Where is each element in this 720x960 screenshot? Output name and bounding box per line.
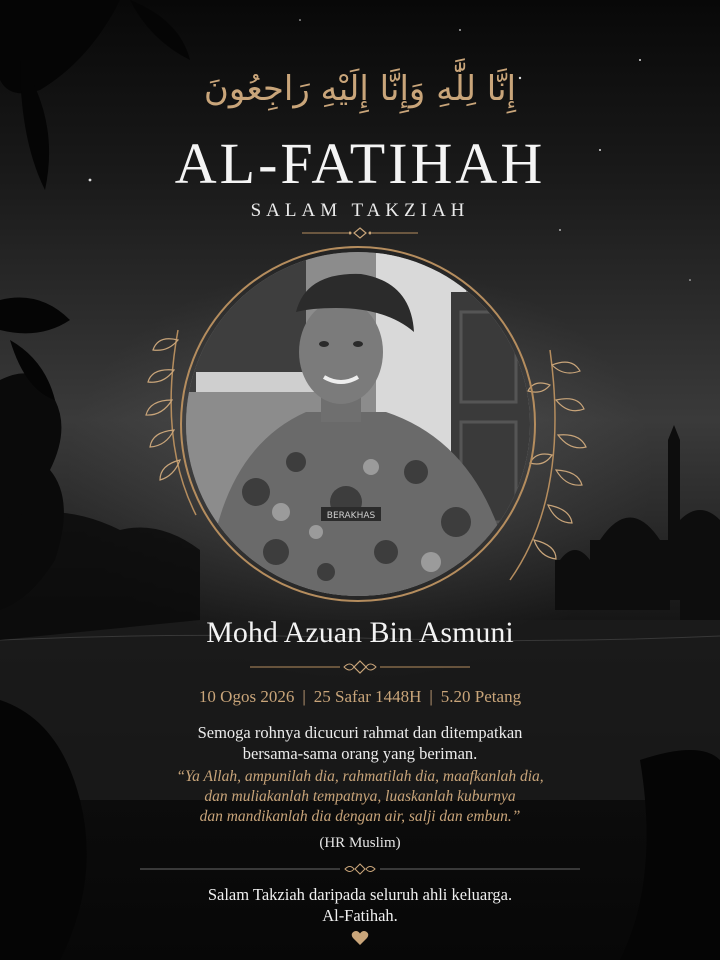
hadith-source: (HR Muslim) xyxy=(319,835,401,851)
date-line xyxy=(0,687,720,707)
hadith-quote xyxy=(110,767,610,827)
date-gregorian: 10 Ogos 2026 xyxy=(198,687,295,706)
closing-message xyxy=(0,884,720,926)
page-title: AL-FATIHAH xyxy=(174,131,546,196)
page-subtitle: SALAM TAKZIAH xyxy=(250,200,470,221)
hadith-line: dan muliakanlah tempatnya, luaskanlah kuburnya xyxy=(204,788,516,805)
prayer-line: bersama-sama orang yang beriman. xyxy=(242,744,478,763)
closing-line: Salam Takziah daripada seluruh ahli keluarga. xyxy=(207,885,513,904)
closing-line: Al-Fatihah. xyxy=(322,906,398,925)
arabic-calligraphy xyxy=(200,42,520,120)
ornament-divider-icon xyxy=(300,226,420,240)
hadith-line: dan mandikanlah dia dengan air, salji dan embun.” xyxy=(199,808,521,825)
separator: | xyxy=(429,687,433,706)
heart-icon xyxy=(351,930,369,946)
ornament-divider-icon xyxy=(140,862,580,876)
portrait-photo xyxy=(186,252,530,596)
ornament-divider-icon xyxy=(240,659,480,675)
deceased-name: Mohd Azuan Bin Asmuni xyxy=(206,616,514,649)
portrait-illustration xyxy=(186,252,530,596)
calligraphy-text: إِنَّا لِلَّٰهِ وَإِنَّا إِلَيْهِ رَاجِعُونَ xyxy=(203,69,517,109)
separator: | xyxy=(302,687,306,706)
name-tag: BERAKHAS xyxy=(326,511,376,521)
prayer-text xyxy=(120,722,600,764)
prayer-line: Semoga rohnya dicucuri rahmat dan ditempatkan xyxy=(197,723,523,742)
date-hijri: 25 Safar 1448H xyxy=(313,687,422,706)
hadith-line: “Ya Allah, ampunilah dia, rahmatilah dia, maafkanlah dia, xyxy=(176,768,544,785)
time: 5.20 Petang xyxy=(440,687,522,706)
